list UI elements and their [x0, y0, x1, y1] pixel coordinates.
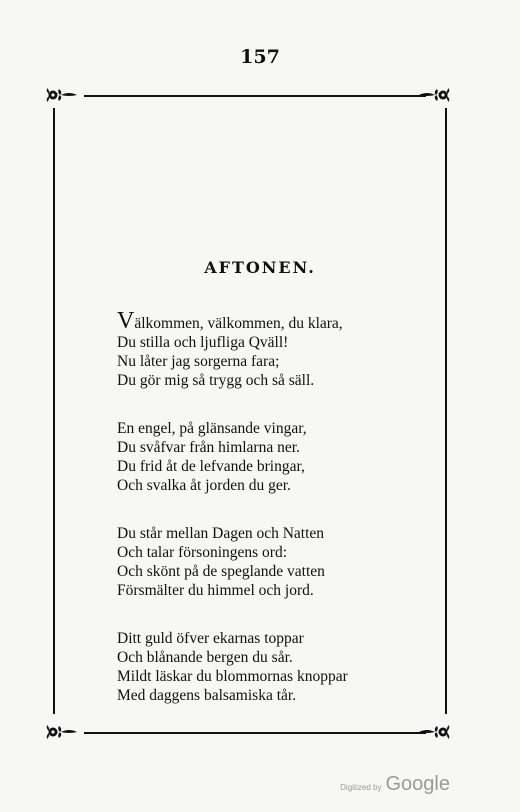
digitization-watermark — [340, 773, 450, 796]
poem-line: Och skönt på de speglande vatten — [117, 563, 325, 580]
poem-line: Och talar försoningens ord: — [117, 544, 288, 561]
corner-ornament-icon — [418, 84, 452, 106]
right-border-rule — [445, 108, 447, 714]
poem-line: Mildt läskar du blommornas knoppar — [117, 668, 348, 685]
poem-line: Och blånande bergen du sår. — [117, 649, 293, 666]
stanza — [117, 308, 417, 390]
corner-ornament-icon — [44, 84, 78, 106]
poem-line: Välkommen, välkommen, du klara, — [117, 308, 343, 334]
poem-line: Försmälter du himmel och jord. — [117, 582, 314, 599]
poem-title: AFTONEN. — [204, 258, 316, 277]
poem-line: Nu låter jag sorgerna fara; — [117, 353, 280, 370]
watermark-brand: Google — [385, 773, 450, 795]
watermark-prefix: Digitized by — [340, 783, 382, 792]
stanza — [117, 629, 417, 705]
corner-ornament-icon — [418, 721, 452, 743]
poem-line: Och svalka åt jorden du ger. — [117, 477, 291, 494]
poem-line: Du gör mig så trygg och så säll. — [117, 372, 315, 389]
poem-line: En engel, på glänsande vingar, — [117, 420, 307, 437]
poem-line: Du står mellan Dagen och Natten — [117, 525, 325, 542]
left-border-rule — [53, 108, 55, 714]
stanza — [117, 419, 417, 495]
poem-body — [117, 308, 417, 734]
corner-ornament-icon — [44, 721, 78, 743]
poem-line: Du svåfvar från himlarna ner. — [117, 439, 300, 456]
drop-cap: V — [117, 308, 135, 334]
stanza — [117, 524, 417, 600]
poem-line: Med daggens balsamiska tår. — [117, 687, 297, 704]
top-border-rule — [84, 95, 426, 97]
poem-line: Du frid åt de lefvande bringar, — [117, 458, 305, 475]
poem-line: Du stilla och ljufliga Qväll! — [117, 334, 289, 351]
poem-line: Ditt guld öfver ekarnas toppar — [117, 630, 304, 647]
page-number: 157 — [240, 46, 280, 68]
